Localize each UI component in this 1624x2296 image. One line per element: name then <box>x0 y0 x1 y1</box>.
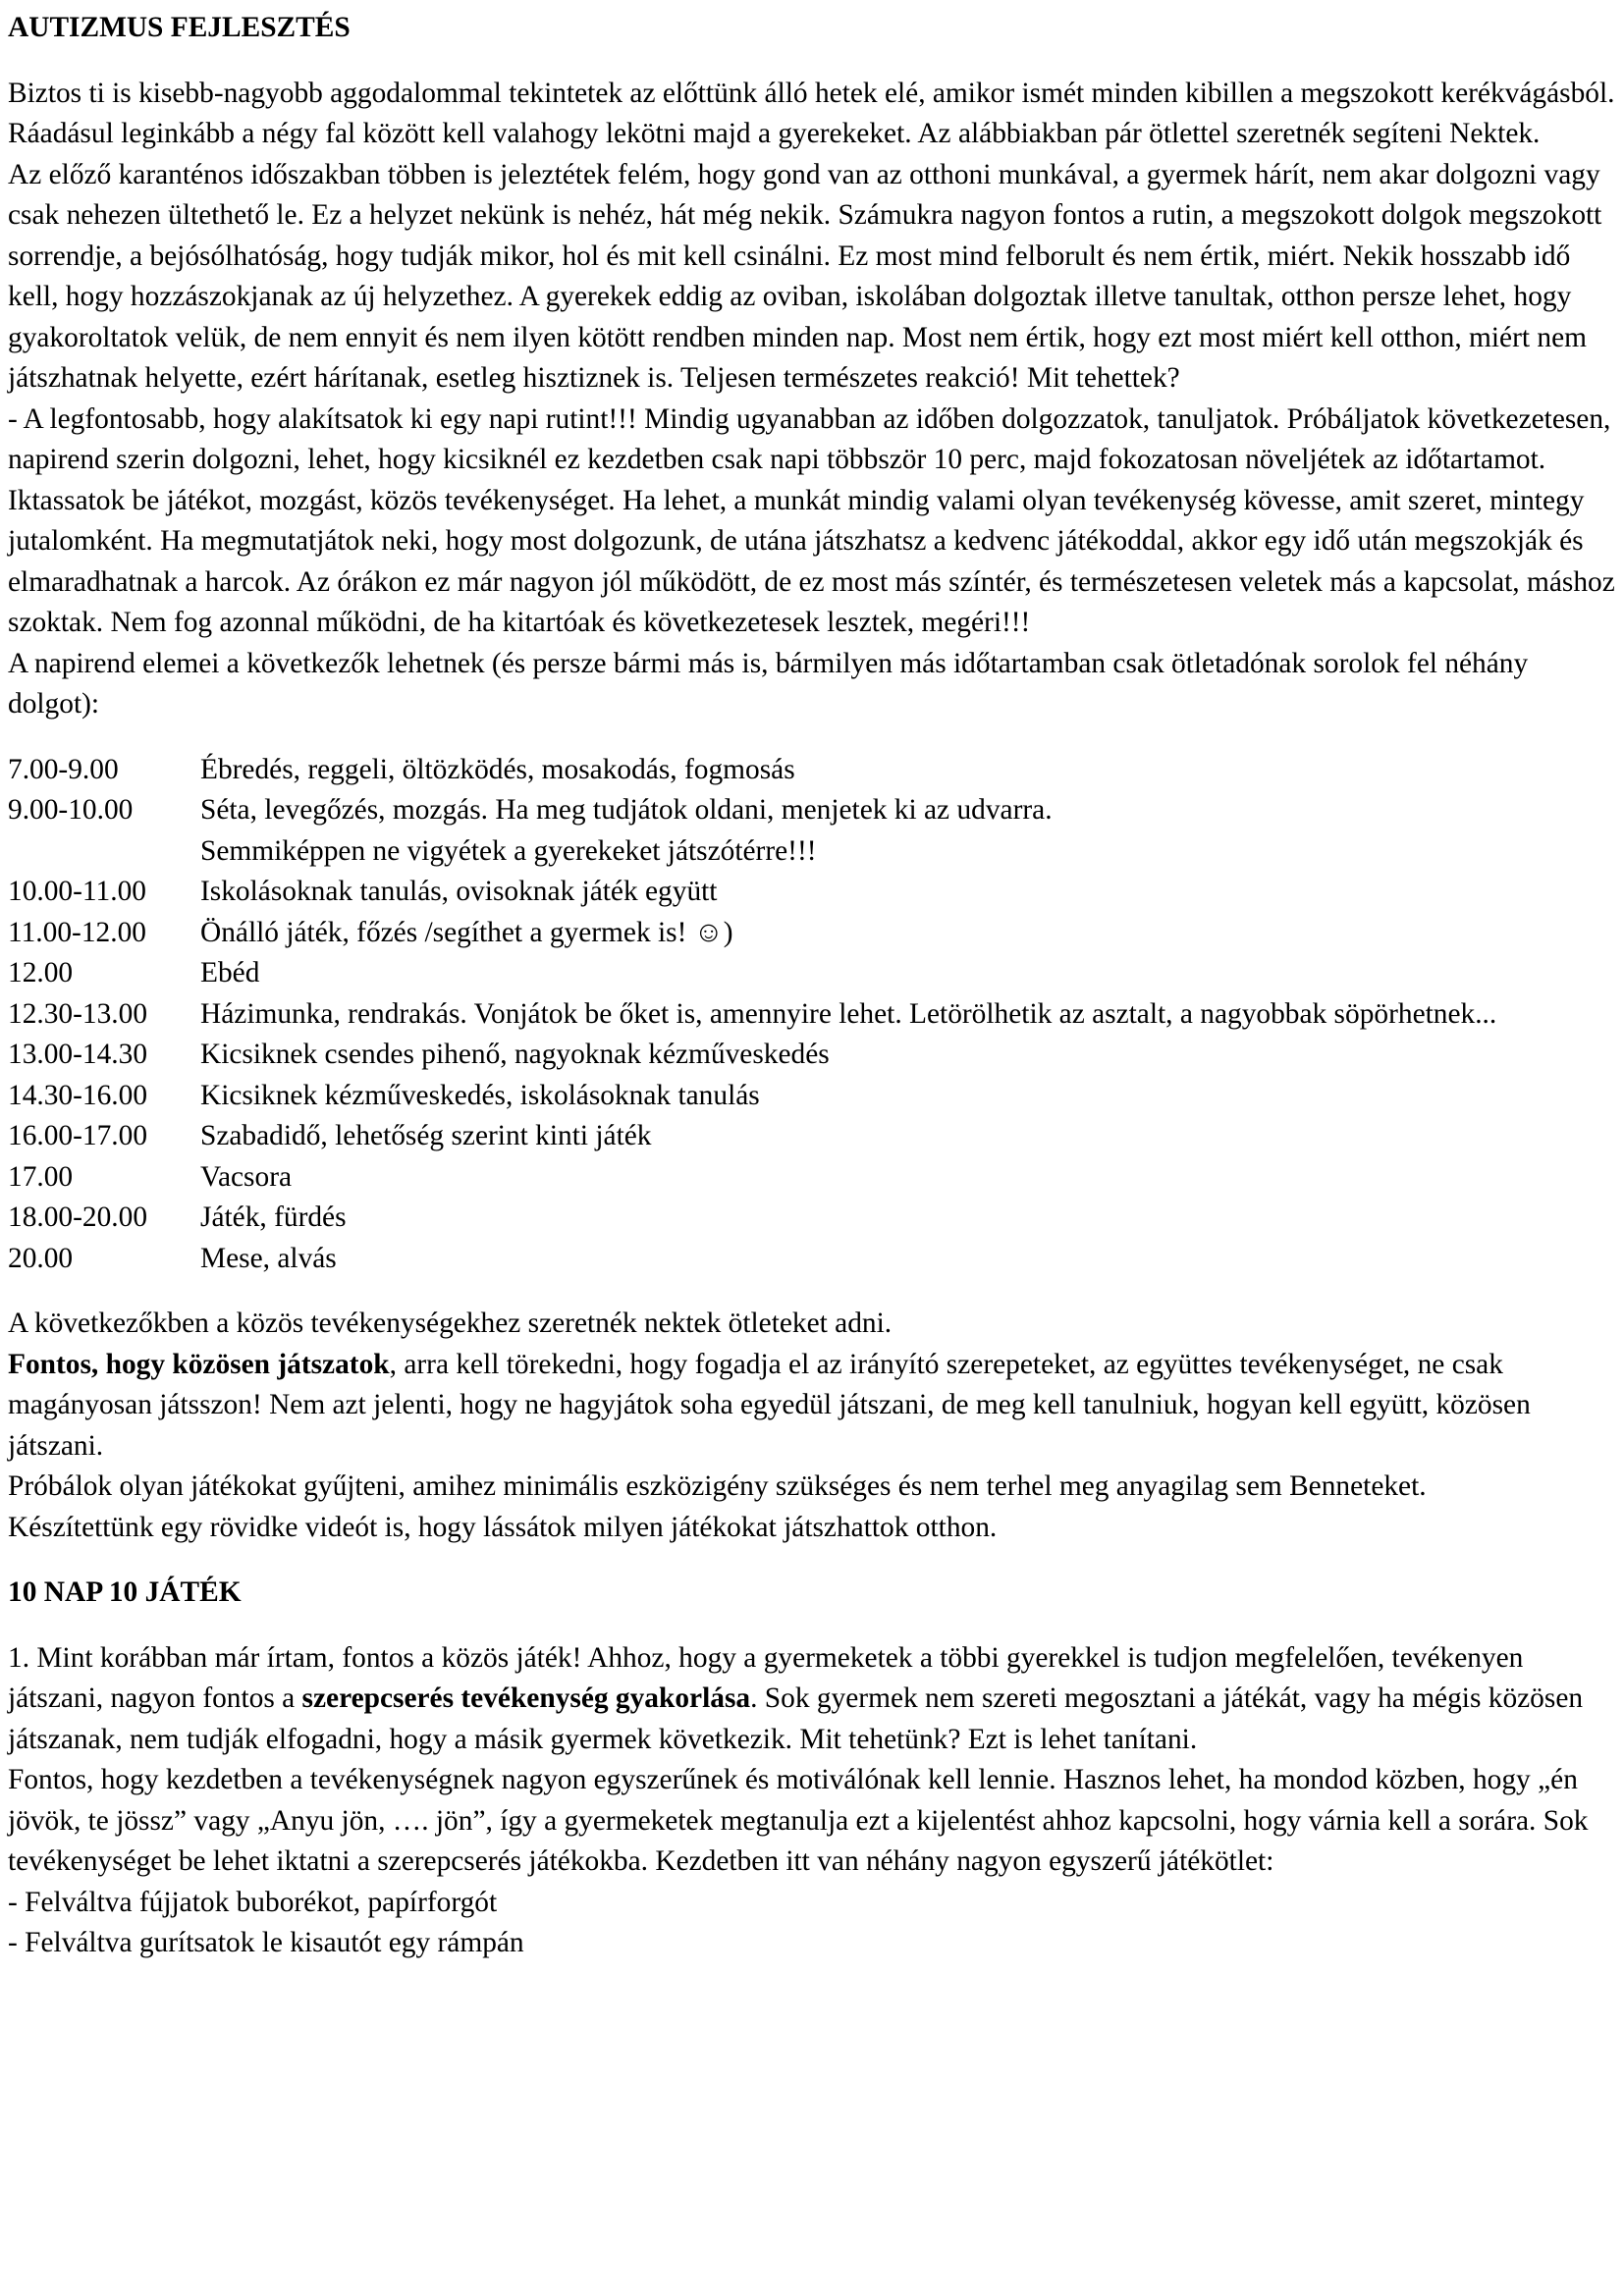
spacer <box>8 1548 1620 1573</box>
schedule-time: 9.00-10.00 <box>8 794 134 826</box>
schedule-activity: Ebéd <box>200 957 260 988</box>
intro-paragraph-3: - A legfontosabb, hogy alakítsatok ki egy napi rutint!!! Mindig ugyanabban az időben dolgozzatok, tanuljatok. Próbáljatok következetesen, napirend szerin dolgozni, lehet, hogy kicsiknél ez kezdetben csak napi többször 10 perc, majd fokozatosan növeljétek az időtartamot. Iktassatok be játékot, mozgást, közös tevékenységet. Ha lehet, a munkát mindig valami olyan tevékenység kövesse, amit szeret, mintegy jutalomként. Ha megmutatjátok neki, hogy most dolgozunk, de utána játszhatsz a kedvenc játékoddal, akkor egy idő után megszokják és elmaradhatnak a harcok. Az órákon ez már nagyon jól működött, de ez most más színtér, és természetesen veletek más a kapcsolat, máshoz szoktak. Nem fog azonnal működni, de ha kitartóak és következetesek lesztek, megéri!!! <box>8 402 1615 638</box>
schedule-time: 12.30-13.00 <box>8 997 148 1030</box>
daily-schedule <box>8 750 1620 1280</box>
schedule-activity: Játék, fürdés <box>200 1201 347 1233</box>
schedule-activity: Mese, alvás <box>200 1242 337 1274</box>
turn-taking-emphasis: szerepcserés tevékenység gyakorlása <box>301 1682 751 1714</box>
schedule-time: 20.00 <box>8 1242 74 1274</box>
video-paragraph: Készítettünk egy rövidke videót is, hogy lássátok milyen játékokat játszhattok otthon. <box>8 1511 998 1543</box>
schedule-activity: Önálló játék, főzés /segíthet a gyermek is! ☺) <box>200 916 733 948</box>
schedule-time: 16.00-17.00 <box>8 1120 148 1151</box>
game-list-item: - Felváltva fújjatok buborékot, papírforgót <box>8 1886 498 1918</box>
document-page <box>8 8 1620 1964</box>
schedule-time: 10.00-11.00 <box>8 876 146 907</box>
schedule-activity: Semmiképpen ne vigyétek a gyerekeket játszótérre!!! <box>200 834 817 867</box>
schedule-row <box>8 953 1620 994</box>
schedule-row <box>8 913 1620 954</box>
schedule-time: 7.00-9.00 <box>8 753 119 785</box>
document-title: AUTIZMUS FEJLESZTÉS <box>8 12 351 43</box>
schedule-row <box>8 1076 1620 1117</box>
schedule-row <box>8 994 1620 1036</box>
schedule-activity: Séta, levegőzés, mozgás. Ha meg tudjátok oldani, menjetek ki az udvarra. <box>200 794 1053 826</box>
intro-paragraph-1: Biztos ti is kisebb-nagyobb aggodalommal tekintetek az előttünk álló hetek elé, amikor ismét minden kibillen a megszokott kerékvágásból. Ráadásul leginkább a négy fal között kell valahogy lekötni majd a gyerekeket. Az alábbiakban pár ötlettel szeretnék segíteni Nektek. <box>8 77 1615 149</box>
schedule-time: 12.00 <box>8 957 74 988</box>
joint-play-text: , arra kell törekedni, hogy fogadja el az irányító szerepeteket, az együttes tevékenységet, ne csak magányosan játsszon! Nem azt jelenti, hogy ne hagyjátok soha egyedül játszani, de meg kell tanulniuk, hogyan kell együtt, közösen játszani. <box>8 1348 1531 1462</box>
schedule-row <box>8 790 1620 831</box>
schedule-time <box>8 831 200 873</box>
turn-taking-text-b: . Sok gyermek nem szereti megosztani a játékát, vagy ha mégis közösen játszanak, nem tudják elfogadni, hogy a másik gyermek következik. Mit tehetünk? Ezt is lehet tanítani. <box>8 1682 1584 1755</box>
schedule-activity: Kicsiknek csendes pihenő, nagyoknak kézműveskedés <box>200 1039 830 1070</box>
schedule-time: 11.00-12.00 <box>8 916 146 948</box>
schedule-activity: Házimunka, rendrakás. Vonjátok be őket is, amennyire lehet. Letörölhetik az asztalt, a nagyobbak söpörhetnek... <box>200 997 1497 1030</box>
joint-play-paragraph <box>8 1345 1620 1468</box>
simple-activity-paragraph: Fontos, hogy kezdetben a tevékenységnek nagyon egyszerűnek és motiválónak kell lennie. Hasznos lehet, ha mondod közben, hogy „én jövök, te jössz” vagy „Anyu jön, …. jön”, így a gyermeketek megtanulja ezt a kijelentést ahhoz kapcsolni, hogy várnia kell a sorára. Sok tevékenységet be lehet iktatni a szerepcserés játékokba. Kezdetben itt van néhány nagyon egyszerű játékötlet: <box>8 1764 1589 1877</box>
schedule-time: 18.00-20.00 <box>8 1201 148 1233</box>
schedule-row <box>8 1157 1620 1199</box>
game-list-item: - Felváltva gurítsatok le kisautót egy rámpán <box>8 1927 524 1958</box>
activities-intro: A következőkben a közös tevékenységekhez szeretnék nektek ötleteket adni. <box>8 1308 893 1339</box>
schedule-row <box>8 1198 1620 1239</box>
turn-taking-paragraph <box>8 1638 1620 1761</box>
schedule-row <box>8 750 1620 791</box>
games-collection-paragraph: Próbálok olyan játékokat gyűjteni, amihez minimális eszközigény szükséges és nem terhel meg anyagilag sem Benneteket. <box>8 1470 1427 1502</box>
schedule-row <box>8 1239 1620 1280</box>
turn-taking-text-a: 1. Mint korábban már írtam, fontos a közös játék! Ahhoz, hogy a gyermeketek a többi gyerekkel is tudjon megfelelően, tevékenyen játszani, nagyon fontos a <box>8 1641 1524 1714</box>
schedule-activity: Vacsora <box>200 1160 293 1193</box>
schedule-row <box>8 1035 1620 1076</box>
schedule-time: 13.00-14.30 <box>8 1039 148 1070</box>
section-title: 10 NAP 10 JÁTÉK <box>8 1576 242 1608</box>
intro-paragraph-2: Az előző karanténos időszakban többen is jeleztétek felém, hogy gond van az otthoni munkával, a gyermek hárít, nem akar dolgozni vagy csak nehezen ültethető le. Ez a helyzet nekünk is nehéz, hát még nekik. Számukra nagyon fontos a rutin, a megszokott dolgok megszokott sorrendje, a bejósólhatóság, hogy tudják mikor, hol és mit kell csinálni. Ez most mind felborult és nem értik, miért. Nekik hosszabb idő kell, hogy hozzászokjanak az új helyzethez. A gyerekek eddig az oviban, iskolában dolgoztak illetve tanultak, otthon persze lehet, hogy gyakoroltatok velük, de nem ennyit és nem ilyen kötött rendben minden nap. Most nem értik, hogy ezt most miért kell otthon, miért nem játszhatnak helyette, ezért hárítanak, esetleg hisztiznek is. Teljesen természetes reakció! Mit tehettek? <box>8 158 1602 394</box>
intro-paragraph-4: A napirend elemei a következők lehetnek (és persze bármi más is, bármilyen más időtartamban csak ötletadónak sorolok fel néhány dolgot): <box>8 647 1529 720</box>
schedule-row <box>8 1116 1620 1157</box>
schedule-row <box>8 831 1620 873</box>
joint-play-emphasis: Fontos, hogy közösen játszatok <box>8 1348 390 1380</box>
schedule-activity: Szabadidő, lehetőség szerint kinti játék <box>200 1120 652 1151</box>
schedule-row <box>8 872 1620 913</box>
schedule-time: 17.00 <box>8 1160 74 1193</box>
schedule-activity: Ébredés, reggeli, öltözködés, mosakodás, fogmosás <box>200 753 795 785</box>
schedule-time: 14.30-16.00 <box>8 1079 148 1111</box>
schedule-activity: Iskolásoknak tanulás, ovisoknak játék együtt <box>200 876 718 907</box>
schedule-activity: Kicsiknek kézműveskedés, iskolásoknak tanulás <box>200 1079 760 1111</box>
